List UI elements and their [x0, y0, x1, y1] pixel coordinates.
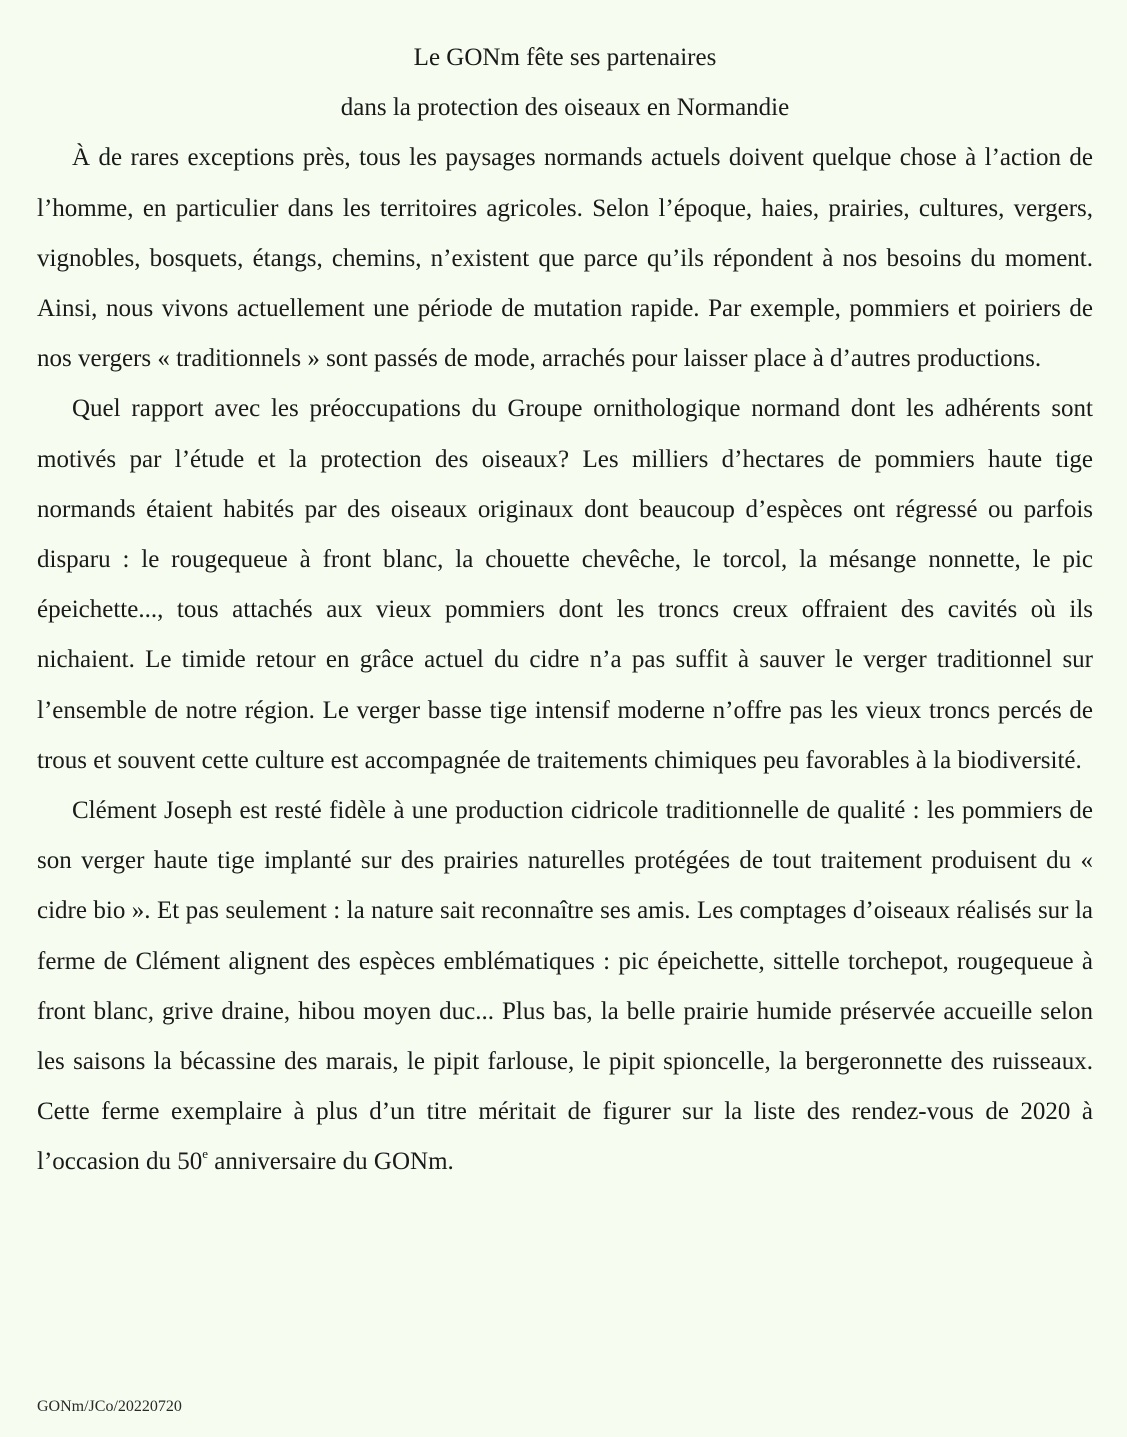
paragraph-3 — [37, 786, 1093, 1188]
title-line-1: Le GONm fête ses partenaires — [413, 44, 717, 71]
document-page — [37, 33, 1093, 1188]
document-reference: GONm/JCo/20220720 — [37, 1398, 182, 1415]
ordinal-superscript: e — [202, 1146, 209, 1162]
paragraph-1: À de rares exceptions près, tous les paysages normands actuels doivent quelque chose à l’action de l’homme, en particulier dans les territoires agricoles. Selon l’époque, haies, prairies, cultures, vergers, vignobles, bosquets, étangs, chemins, n’existent que parce qu’ils répondent à nos besoins du moment. Ainsi, nous vivons actuellement une période de mutation rapide. Par exemple, pommiers et poiriers de nos vergers « traditionnels » sont passés de mode, arrachés pour laisser place à d’autres productions. — [37, 144, 1093, 373]
title-line-2: dans la protection des oiseaux en Normandie — [340, 94, 790, 122]
paragraph-3-tail: anniversaire du GONm. — [208, 1148, 454, 1176]
paragraph-3-text: Clément Joseph est resté fidèle à une production cidricole traditionnelle de qualité : les pommiers de son verger haute tige implanté sur des prairies naturelles protégées de tout traitement produisent du « cidre bio ». Et pas seulement : la nature sait reconnaître ses amis. Les comptages d’oiseaux réalisés sur la ferme de Clément alignent des espèces emblématiques : pic épeichette, sittelle torchepot, rougequeue à front blanc, grive draine, hibou moyen duc... Plus bas, la belle prairie humide préservée accueille selon les saisons la bécassine des marais, le pipit farlouse, le pipit spioncelle, la bergeronnette des ruisseaux. Cette ferme exemplaire à plus d’un titre méritait de figurer sur la liste des rendez-vous de 2020 à l’occasion du 50 — [37, 797, 1093, 1176]
paragraph-2: Quel rapport avec les préoccupations du Groupe ornithologique normand dont les adhérents sont motivés par l’étude et la protection des oiseaux? Les milliers d’hectares de pommiers haute tige normands étaient habités par des oiseaux originaux dont beaucoup d’espèces ont régressé ou parfois disparu : le rougequeue à front blanc, la chouette chevêche, le torcol, la mésange nonnette, le pic épeichette..., tous attachés aux vieux pommiers dont les troncs creux offraient des cavités où ils nichaient. Le timide retour en grâce actuel du cidre n’a pas suffit à sauver le verger traditionnel sur l’ensemble de notre région. Le verger basse tige intensif moderne n’offre pas les vieux troncs percés de trous et souvent cette culture est accompagnée de traitements chimiques peu favorables à la biodiversité. — [37, 395, 1093, 774]
